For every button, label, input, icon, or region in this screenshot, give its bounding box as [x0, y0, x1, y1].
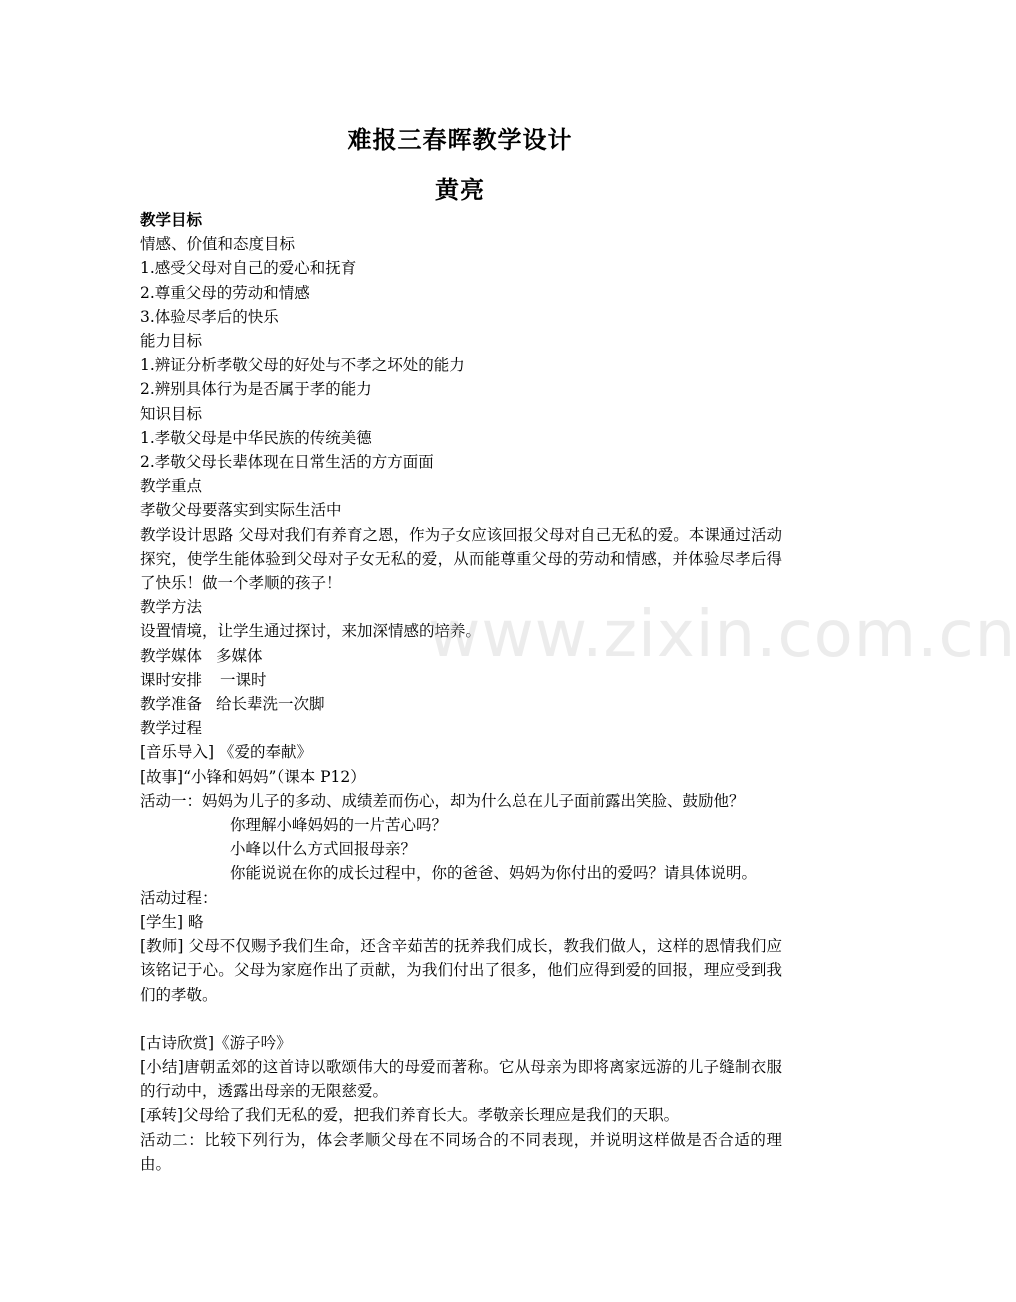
goals-heading: 教学目标 — [140, 211, 203, 229]
media-line — [140, 644, 782, 668]
emotion-goal: 情感、价值和态度目标 — [140, 235, 296, 254]
document-author: 黄亮 — [435, 176, 485, 204]
watermark: www.zixin.com.cn — [428, 598, 1016, 672]
question-3: 你能说说在你的成长过程中，你的爸爸、妈妈为你付出的爱吗？请具体说明。 — [230, 864, 758, 883]
emotion-item-2: 2.尊重父母的劳动和情感 — [140, 283, 310, 302]
design-idea: 教学设计思路 父母对我们有养育之恩，作为子女应该回报父母对自己无私的爱。本课通过活动探究，使学生能体验到父母对子女无私的爱，从而能尊重父母的劳动和情感，并体验尽孝后得了快乐！做一个孝顺的孩子！ — [140, 525, 782, 593]
knowledge-item-1: 1.孝敬父母是中华民族的传统美德 — [140, 428, 372, 447]
emotion-item-3: 3.体验尽孝后的快乐 — [140, 307, 279, 326]
blank-line — [140, 1007, 782, 1031]
music-intro: [音乐导入] 《爱的奉献》 — [140, 743, 313, 762]
document-body — [140, 208, 782, 1176]
ability-goal: 能力目标 — [140, 332, 203, 351]
activity-two: 活动二：比较下列行为，体会孝顺父母在不同场合的不同表现，并说明这样做是否合适的理由。 — [140, 1130, 782, 1173]
ability-item-2: 2.辨别具体行为是否属于孝的能力 — [140, 380, 372, 399]
process-heading: 教学过程 — [140, 719, 203, 738]
media-label: 教学媒体 — [140, 646, 203, 665]
document-title: 难报三春晖教学设计 — [347, 126, 573, 154]
question-2: 小峰以什么方式回报母亲？ — [230, 840, 417, 859]
method-text: 设置情境，让学生通过探讨，来加深情感的培养。 — [140, 622, 482, 641]
question-1: 你理解小峰妈妈的一片苦心吗？ — [230, 816, 448, 835]
key-point-text: 孝敬父母要落实到实际生活中 — [140, 501, 342, 520]
knowledge-goal: 知识目标 — [140, 404, 203, 423]
media-value: 多媒体 — [216, 646, 263, 665]
teacher-line: [教师] 父母不仅赐予我们生命，还含辛茹苦的抚养我们成长，教我们做人，这样的恩情我们应该铭记于心。父母为家庭作出了贡献，为我们付出了很多，他们应得到爱的回报，理应受到我们的孝敬。 — [140, 937, 782, 1004]
hours-line — [140, 668, 782, 692]
key-point-heading: 教学重点 — [140, 477, 203, 496]
knowledge-item-2: 2.孝敬父母长辈体现在日常生活的方方面面 — [140, 453, 434, 472]
student-line: [学生] 略 — [140, 912, 204, 931]
activity-process: 活动过程： — [140, 888, 218, 907]
story: [故事]“小锋和妈妈”（课本 P12） — [140, 767, 366, 786]
hours-label: 课时安排 — [140, 670, 203, 689]
poem-line: [古诗欣赏]《游子吟》 — [140, 1033, 292, 1052]
emotion-item-1: 1.感受父母对自己的爱心和抚育 — [140, 259, 357, 278]
transition-line: [承转]父母给了我们无私的爱，把我们养育长大。孝敬亲长理应是我们的天职。 — [140, 1106, 680, 1125]
prep-value: 给长辈洗一次脚 — [216, 695, 325, 714]
summary-line: [小结]唐朝孟郊的这首诗以歌颂伟大的母爱而著称。它从母亲为即将离家远游的儿子缝制衣服的行动中，透露出母亲的无限慈爱。 — [140, 1057, 782, 1101]
hours-value: 一课时 — [220, 670, 267, 689]
ability-item-1: 1.辨证分析孝敬父母的好处与不孝之坏处的能力 — [140, 356, 465, 375]
prep-label: 教学准备 — [140, 695, 203, 714]
prep-line — [140, 692, 782, 716]
method-heading: 教学方法 — [140, 598, 203, 617]
activity-one: 活动一：妈妈为儿子的多动、成绩差而伤心，却为什么总在儿子面前露出笑脸、鼓励他？ — [140, 791, 745, 810]
